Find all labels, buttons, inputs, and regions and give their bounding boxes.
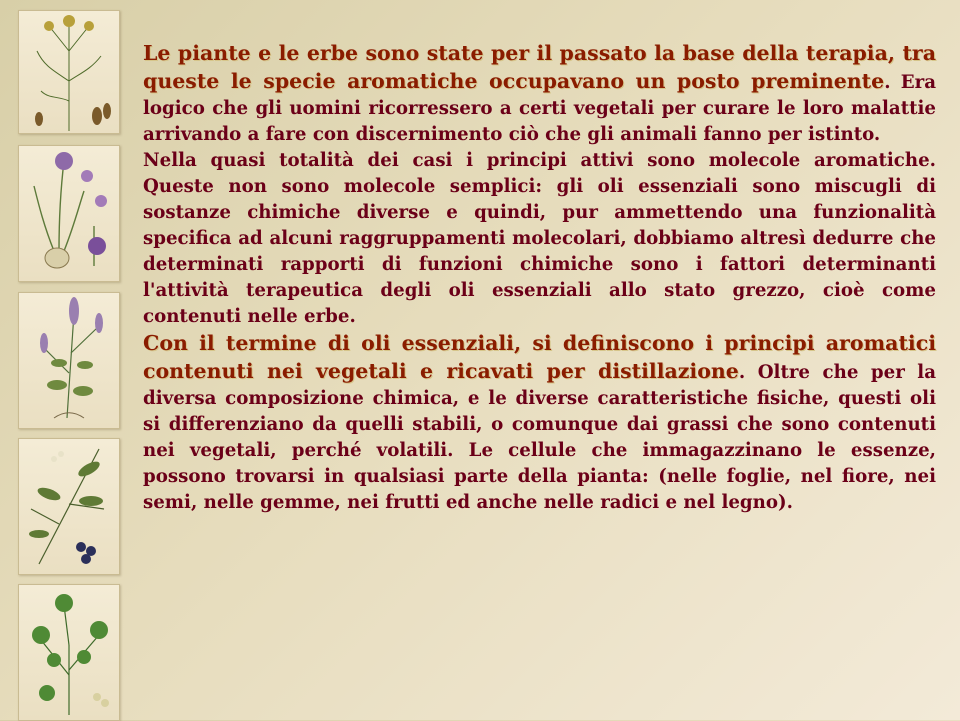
laurel-illustration [19,439,119,574]
main-text [143,40,936,516]
allium-illustration [19,146,119,281]
paragraph-essential-oils [143,330,936,516]
intro-heading: Le piante e le erbe sono state per il passato la base della terapia, tra queste le specie aromatiche occupavano un posto preminente [143,41,936,93]
allium-plate [18,145,120,282]
essential-oils-body: . Oltre che per la diversa composizione chimica, e le diverse caratteristiche fisiche, questi oli si differenziano da quelli stabili, o comunque dai grassi che sono contenuti nei vegetali, perché volatili. Le cellule che immagazzinano le essenze, possono trovarsi in qualsiasi parte della pianta: (nelle foglie, nel fiore, nei semi, nelle gemme, nei frutti ed anche nelle radici e nel legno). [143,362,936,513]
laurel-plate [18,438,120,575]
mint-illustration [19,293,119,428]
intro-body: Era logico che gli uomini ricorressero a certi vegetali per curare le loro malattie arrivando a fare con discernimento ciò che gli animali fanno per istinto. [143,72,936,145]
fennel-illustration [19,11,119,133]
parsley-illustration [19,585,119,720]
botanical-illustration-column [18,10,123,710]
essential-oils-heading: Con il termine di oli essenziali, si definiscono i principi aromatici contenuti nei vegetali e ricavati per distillazione [143,331,936,383]
mint-plate [18,292,120,429]
paragraph-molecules: Nella quasi totalità dei casi i principi attivi sono molecole aromatiche. Queste non sono molecole semplici: gli oli essenziali sono miscugli di sostanze chimiche diverse e quindi, pur ammettendo una funzionalità specifica ad alcuni raggruppamenti molecolari, dobbiamo altresì dedurre che determinati rapporti di funzioni chimiche sono i fattori determinanti l'attività terapeutica degli oli essenziali allo stato grezzo, cioè come contenuti nelle erbe. [143,150,936,327]
paragraph-intro: Le piante e le erbe sono state per il passato la base della terapia, tra queste le specie aromatiche occupavano un posto preminente. Era logico che gli uomini ricorressero a certi vegetali per curare le loro malattie arrivando a fare con discernimento ciò che gli animali fanno per istinto. [143,41,936,145]
fennel-plate [18,10,120,134]
parsley-plate [18,584,120,721]
